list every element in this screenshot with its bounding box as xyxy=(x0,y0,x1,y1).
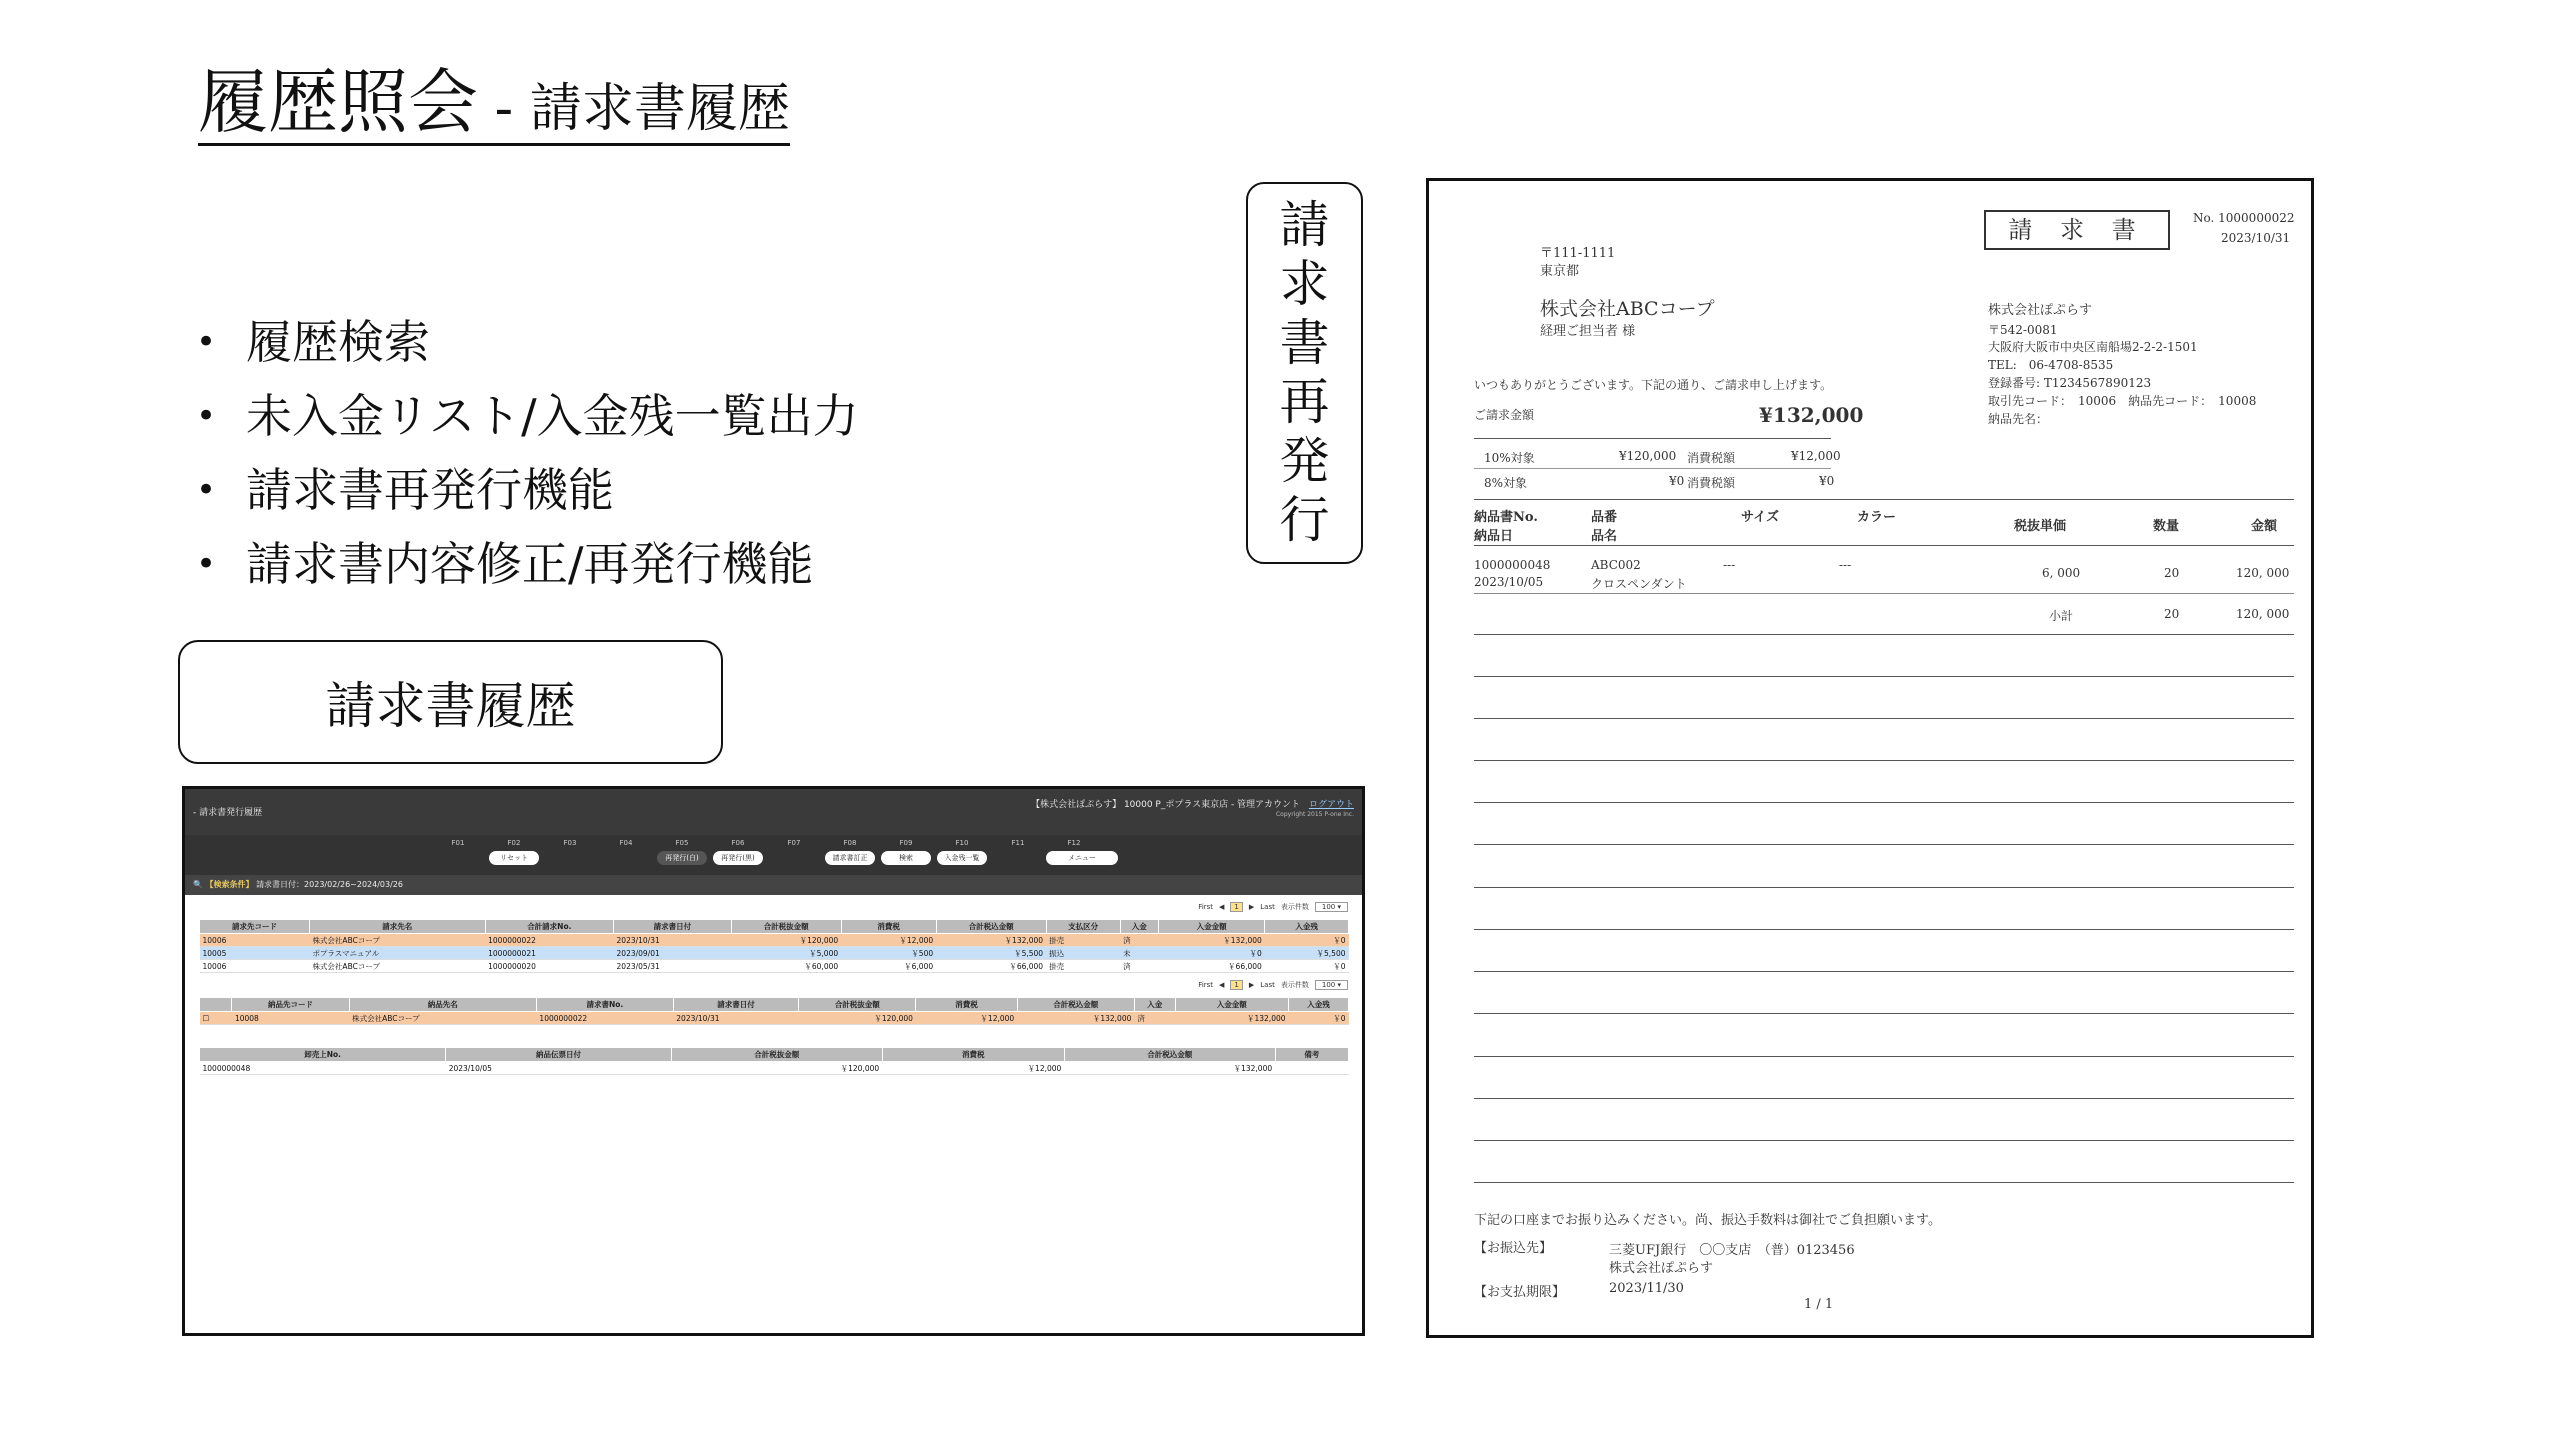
cell: 済 xyxy=(1120,960,1158,973)
table-row[interactable] xyxy=(200,934,1349,947)
cell: 2023/09/01 xyxy=(614,947,732,960)
pager-first[interactable]: First xyxy=(1198,981,1214,989)
tax-rate: 10%対象 xyxy=(1484,451,1535,465)
row-checkbox[interactable]: ☐ xyxy=(200,1012,232,1025)
from-company: 株式会社ぽぷらす xyxy=(1988,303,2093,318)
vertical-char: 再 xyxy=(1279,373,1330,431)
vertical-char: 行 xyxy=(1279,491,1330,549)
greeting: いつもありがとうございます。下記の通り、ご請求申し上げます。 xyxy=(1474,378,1833,392)
cell: ￥0 xyxy=(1158,947,1264,960)
fkey-code: F07 xyxy=(787,839,801,847)
row-line xyxy=(1474,1056,2294,1057)
table-row[interactable] xyxy=(200,1012,1349,1025)
col-header[interactable]: 消費税 xyxy=(882,1048,1064,1062)
row-line xyxy=(1474,844,2294,845)
col-header[interactable]: 納品先コード xyxy=(232,998,349,1012)
account-text: 【株式会社ぽぷらす】 10000 P_ポプラス東京店 - 管理アカウント xyxy=(1031,800,1300,810)
delivery-table xyxy=(199,997,1349,1025)
title-sub: - 請求書履歴 xyxy=(478,79,790,139)
bank-label: 【お振込先】 xyxy=(1474,1241,1553,1256)
cell: ￥132,000 xyxy=(1158,934,1264,947)
subtotal-amount: 120, 000 xyxy=(2236,607,2290,621)
sales-table xyxy=(199,1047,1349,1075)
fkey-f10 xyxy=(934,835,990,875)
col-header[interactable]: 納品伝票日付 xyxy=(446,1048,672,1062)
fkey-f05 xyxy=(654,835,710,875)
col-header[interactable]: 合計請求No. xyxy=(485,920,613,934)
app-screenshot xyxy=(182,786,1365,1336)
from-reg: 登録番号: T1234567890123 xyxy=(1988,376,2152,390)
fkey-code: F05 xyxy=(675,839,689,847)
col-unit-price: 税抜単価 xyxy=(2014,519,2067,534)
fkey-code: F06 xyxy=(731,839,745,847)
line-item-name: クロスペンダント xyxy=(1591,577,1687,591)
col-header[interactable]: 納品先名 xyxy=(349,998,536,1012)
app-header xyxy=(185,789,1362,835)
from-codes: 取引先コード： 10006 納品先コード： 10008 xyxy=(1988,394,2257,408)
row-line xyxy=(1474,971,2294,972)
subtotal-qty: 20 xyxy=(2164,607,2180,621)
fkey-code: F04 xyxy=(619,839,633,847)
to-zip: 〒111-1111 xyxy=(1540,246,1616,261)
balance-list-button[interactable]: 入金残一覧 xyxy=(937,851,987,865)
pager-current[interactable]: 1 xyxy=(1230,980,1242,990)
tax-base: ¥0 xyxy=(1669,474,1685,488)
vertical-char: 請 xyxy=(1279,196,1330,254)
subtotal-label: 小計 xyxy=(2049,609,2074,623)
line-delivery-no: 1000000048 xyxy=(1474,558,1551,572)
cell: ￥60,000 xyxy=(731,960,841,973)
logout-link[interactable]: ログアウト xyxy=(1308,800,1354,810)
cell: 2023/10/31 xyxy=(673,1012,798,1025)
cell: 1000000021 xyxy=(485,947,613,960)
fkey-code: F02 xyxy=(507,839,521,847)
per-page-label: 表示件数 xyxy=(1280,981,1309,989)
cell: ￥0 xyxy=(1265,960,1349,973)
screen-title: - 請求書発行履歴 xyxy=(193,808,263,818)
cell: 1000000022 xyxy=(485,934,613,947)
col-qty: 数量 xyxy=(2153,519,2180,534)
col-item-name: 品名 xyxy=(1591,529,1618,544)
vertical-char: 求 xyxy=(1279,255,1330,313)
pager-current[interactable]: 1 xyxy=(1230,902,1242,912)
cell: 済 xyxy=(1134,1012,1175,1025)
cell: 未 xyxy=(1120,947,1158,960)
bank-note: 下記の口座までお振り込みください。尚、振込手数料は御社でご負担願います。 xyxy=(1474,1213,1941,1228)
row-line xyxy=(1474,760,2294,761)
cell: 2023/05/31 xyxy=(614,960,732,973)
fkey-f02 xyxy=(486,835,542,875)
col-header[interactable]: 入金金額 xyxy=(1158,920,1264,934)
per-page-value: 100 xyxy=(1321,981,1336,989)
bank-holder: 株式会社ぽぷらす xyxy=(1609,1261,1714,1276)
feature-item: • 請求書内容修正/再発行機能 xyxy=(196,527,859,601)
reissue-label-box xyxy=(1246,182,1363,564)
tax-rate: 8%対象 xyxy=(1484,476,1528,490)
fkey-f01 xyxy=(430,835,486,875)
cell: ￥0 xyxy=(1289,1012,1349,1025)
header-bottom-line xyxy=(1474,545,2294,546)
row-line xyxy=(1474,1013,2294,1014)
function-key-bar xyxy=(185,835,1362,875)
row-line xyxy=(1474,1182,2294,1183)
line-qty: 20 xyxy=(2164,566,2180,580)
fkey-code: F09 xyxy=(899,839,913,847)
cell: 掛売 xyxy=(1046,934,1120,947)
condition-text: 請求書日付：2023/02/26~2024/03/26 xyxy=(256,880,403,889)
col-header[interactable]: 入金 xyxy=(1120,920,1158,934)
spacer xyxy=(185,1025,1362,1047)
col-header[interactable]: 入金金額 xyxy=(1175,998,1288,1012)
col-header[interactable]: 入金残 xyxy=(1289,998,1349,1012)
reset-button[interactable]: リセット xyxy=(489,851,539,865)
to-company: 株式会社ABCコープ xyxy=(1540,298,1715,320)
menu-button[interactable]: メニュー xyxy=(1046,851,1118,865)
invoice-table xyxy=(199,919,1349,973)
cell: 10005 xyxy=(200,947,310,960)
fkey-code: F08 xyxy=(843,839,857,847)
fkey-f03 xyxy=(542,835,598,875)
col-header[interactable]: 入金残 xyxy=(1265,920,1349,934)
line-color: --- xyxy=(1839,558,1852,572)
header-top-line xyxy=(1474,499,2294,500)
invoice-document xyxy=(1426,178,2314,1338)
col-header[interactable]: 請求書日付 xyxy=(673,998,798,1012)
due-date: 2023/11/30 xyxy=(1609,1281,1684,1296)
fkey-code: F11 xyxy=(1011,839,1025,847)
pager-2 xyxy=(185,973,1362,997)
line-amount: 120, 000 xyxy=(2236,566,2290,580)
to-person: 経理ご担当者 様 xyxy=(1540,324,1636,339)
col-delivery-date: 納品日 xyxy=(1474,529,1514,544)
prev-icon[interactable]: ◀ xyxy=(1219,981,1225,989)
col-header[interactable]: 合計税込金額 xyxy=(1017,998,1134,1012)
fkey-code: F12 xyxy=(1067,839,1081,847)
cell: ￥132,000 xyxy=(1175,1012,1288,1025)
invoice-no: No. 1000000022 xyxy=(2193,211,2295,225)
cell: 済 xyxy=(1120,934,1158,947)
from-zip: 〒542-0081 xyxy=(1988,323,2058,337)
col-delivery-no: 納品書No. xyxy=(1474,510,1538,525)
slide-title xyxy=(198,61,790,146)
tax-label: 消費税額 xyxy=(1687,451,1736,465)
fkey-code: F01 xyxy=(451,839,465,847)
feature-item: • 履歴検索 xyxy=(196,305,859,379)
row-line xyxy=(1474,676,2294,677)
per-page-value: 100 xyxy=(1321,903,1336,911)
line-delivery-date: 2023/10/05 xyxy=(1474,575,1544,589)
table-row[interactable] xyxy=(200,960,1349,973)
cell: 10006 xyxy=(200,960,310,973)
tax-amount: ¥12,000 xyxy=(1791,449,1841,463)
feature-item: • 未入金リスト/入金残一覧出力 xyxy=(196,379,859,453)
from-address: 大阪府大阪市中央区南船場2-2-2-1501 xyxy=(1988,340,2198,354)
cell: 2023/10/05 xyxy=(446,1062,672,1075)
cell: ￥6,000 xyxy=(841,960,936,973)
from-delivery: 納品先名： xyxy=(1988,412,2049,426)
row-line xyxy=(1474,593,2294,594)
col-header[interactable]: 合計税込金額 xyxy=(936,920,1046,934)
pager xyxy=(185,895,1362,919)
line-unit-price: 6, 000 xyxy=(2042,566,2081,580)
tax-amount: ¥0 xyxy=(1819,474,1835,488)
fkey-code: F10 xyxy=(955,839,969,847)
line-item-code: ABC002 xyxy=(1591,558,1641,572)
cell: ￥12,000 xyxy=(882,1062,1064,1075)
pager-last[interactable]: Last xyxy=(1260,903,1275,911)
copyright: Copyright 2015 P-one Inc. xyxy=(1275,811,1354,818)
amount-total: ¥132,000 xyxy=(1759,403,1864,427)
due-label: 【お支払期限】 xyxy=(1474,1285,1566,1300)
fkey-f07 xyxy=(766,835,822,875)
per-page-label: 表示件数 xyxy=(1280,903,1309,911)
col-header[interactable]: 請求先コード xyxy=(200,920,310,934)
pager-last[interactable]: Last xyxy=(1260,981,1275,989)
amount-label: ご請求金額 xyxy=(1474,408,1535,422)
cell xyxy=(1275,1062,1348,1075)
cell: 株式会社ABCコープ xyxy=(309,960,485,973)
tax-label: 消費税額 xyxy=(1687,476,1736,490)
cell: 1000000048 xyxy=(200,1062,446,1075)
col-header[interactable]: 合計税込金額 xyxy=(1064,1048,1275,1062)
row-line xyxy=(1474,887,2294,888)
cell: ￥132,000 xyxy=(1064,1062,1275,1075)
fkey-f12 xyxy=(1046,835,1102,875)
cell: 株式会社ABCコープ xyxy=(309,934,485,947)
invoice-date: 2023/10/31 xyxy=(2221,231,2291,245)
search-condition-bar[interactable]: 🔍 【検索条件】 請求書日付：2023/02/26~2024/03/26 xyxy=(185,875,1362,895)
cell: ￥0 xyxy=(1265,934,1349,947)
line-size: --- xyxy=(1723,558,1736,572)
condition-label: 【検索条件】 xyxy=(205,880,254,889)
cell: 10006 xyxy=(200,934,310,947)
cell: ￥5,500 xyxy=(936,947,1046,960)
col-header[interactable]: 合計税抜金額 xyxy=(671,1048,882,1062)
fkey-f04 xyxy=(598,835,654,875)
cell: 株式会社ABCコープ xyxy=(349,1012,536,1025)
cell: ￥500 xyxy=(841,947,936,960)
col-header[interactable]: 備考 xyxy=(1275,1048,1348,1062)
next-icon[interactable]: ▶ xyxy=(1248,903,1255,911)
col-color: カラー xyxy=(1857,510,1897,525)
row-line xyxy=(1474,634,2294,635)
cell: 1000000020 xyxy=(485,960,613,973)
cell: ￥12,000 xyxy=(916,1012,1017,1025)
col-header[interactable]: 請求書日付 xyxy=(614,920,732,934)
fkey-f09 xyxy=(878,835,934,875)
account-info xyxy=(1031,797,1354,810)
search-button[interactable]: 検索 xyxy=(881,851,931,865)
cell: ￥132,000 xyxy=(1017,1012,1134,1025)
row-line xyxy=(1474,1140,2294,1141)
col-amount: 金額 xyxy=(2251,519,2278,534)
per-page-select[interactable]: 100 ▾ xyxy=(1315,902,1348,912)
next-icon[interactable]: ▶ xyxy=(1248,981,1255,989)
invoice-title: 請 求 書 xyxy=(1984,210,2170,250)
col-header[interactable]: 請求先名 xyxy=(309,920,485,934)
cell: ￥5,500 xyxy=(1265,947,1349,960)
cell: 2023/10/31 xyxy=(614,934,732,947)
fkey-f06 xyxy=(710,835,766,875)
per-page-select[interactable]: 100 ▾ xyxy=(1315,980,1348,990)
page-number: 1 / 1 xyxy=(1804,1297,1834,1312)
col-header[interactable]: 消費税 xyxy=(916,998,1017,1012)
col-header[interactable]: 請求書No. xyxy=(536,998,673,1012)
bank-name: 三菱UFJ銀行 〇〇支店 （普）0123456 xyxy=(1609,1243,1855,1258)
col-header[interactable]: 合計税抜金額 xyxy=(799,998,916,1012)
table-row[interactable] xyxy=(200,1062,1349,1075)
from-tel: TEL: 06-4708-8535 xyxy=(1988,358,2114,372)
tax-divider xyxy=(1474,468,1831,469)
pager-first[interactable]: First xyxy=(1198,903,1214,911)
cell: ポプラスマニュアル xyxy=(309,947,485,960)
cell: ￥5,000 xyxy=(731,947,841,960)
cell: 10008 xyxy=(232,1012,349,1025)
invoice-history-label-box: 請求書履歴 xyxy=(178,640,723,764)
col-header[interactable]: 入金 xyxy=(1134,998,1175,1012)
col-header[interactable]: 消費税 xyxy=(841,920,936,934)
row-line xyxy=(1474,718,2294,719)
cell: ￥12,000 xyxy=(841,934,936,947)
cell: ￥120,000 xyxy=(799,1012,916,1025)
fkey-f11 xyxy=(990,835,1046,875)
table-row[interactable] xyxy=(200,947,1349,960)
feature-list xyxy=(196,305,859,601)
vertical-char: 書 xyxy=(1279,314,1330,372)
row-line xyxy=(1474,1098,2294,1099)
row-line xyxy=(1474,929,2294,930)
fkey-f08 xyxy=(822,835,878,875)
col-header[interactable] xyxy=(200,998,232,1012)
col-item-code: 品番 xyxy=(1591,510,1618,525)
tax-base: ¥120,000 xyxy=(1619,449,1677,463)
amount-underline xyxy=(1474,438,1831,439)
row-line xyxy=(1474,802,2294,803)
cell: ￥120,000 xyxy=(731,934,841,947)
invoice-correction-button[interactable]: 請求書訂正 xyxy=(825,851,875,865)
col-size: サイズ xyxy=(1741,510,1779,525)
prev-icon[interactable]: ◀ xyxy=(1219,903,1225,911)
cell: ￥120,000 xyxy=(671,1062,882,1075)
cell: ￥66,000 xyxy=(936,960,1046,973)
col-header[interactable]: 合計税抜金額 xyxy=(731,920,841,934)
reissue-black-button[interactable]: 再発行(黒) xyxy=(713,851,763,865)
cell: ￥132,000 xyxy=(936,934,1046,947)
col-header[interactable]: 卸売上No. xyxy=(200,1048,446,1062)
fkey-code: F03 xyxy=(563,839,577,847)
cell: 掛売 xyxy=(1046,960,1120,973)
vertical-char: 発 xyxy=(1279,432,1330,490)
cell: ￥66,000 xyxy=(1158,960,1264,973)
cell: 1000000022 xyxy=(536,1012,673,1025)
to-pref: 東京都 xyxy=(1540,264,1580,279)
title-main: 履歴照会 xyxy=(198,61,478,143)
cell: 振込 xyxy=(1046,947,1120,960)
reissue-white-button[interactable]: 再発行(白) xyxy=(657,851,707,865)
col-header[interactable]: 支払区分 xyxy=(1046,920,1120,934)
feature-item: • 請求書再発行機能 xyxy=(196,453,859,527)
